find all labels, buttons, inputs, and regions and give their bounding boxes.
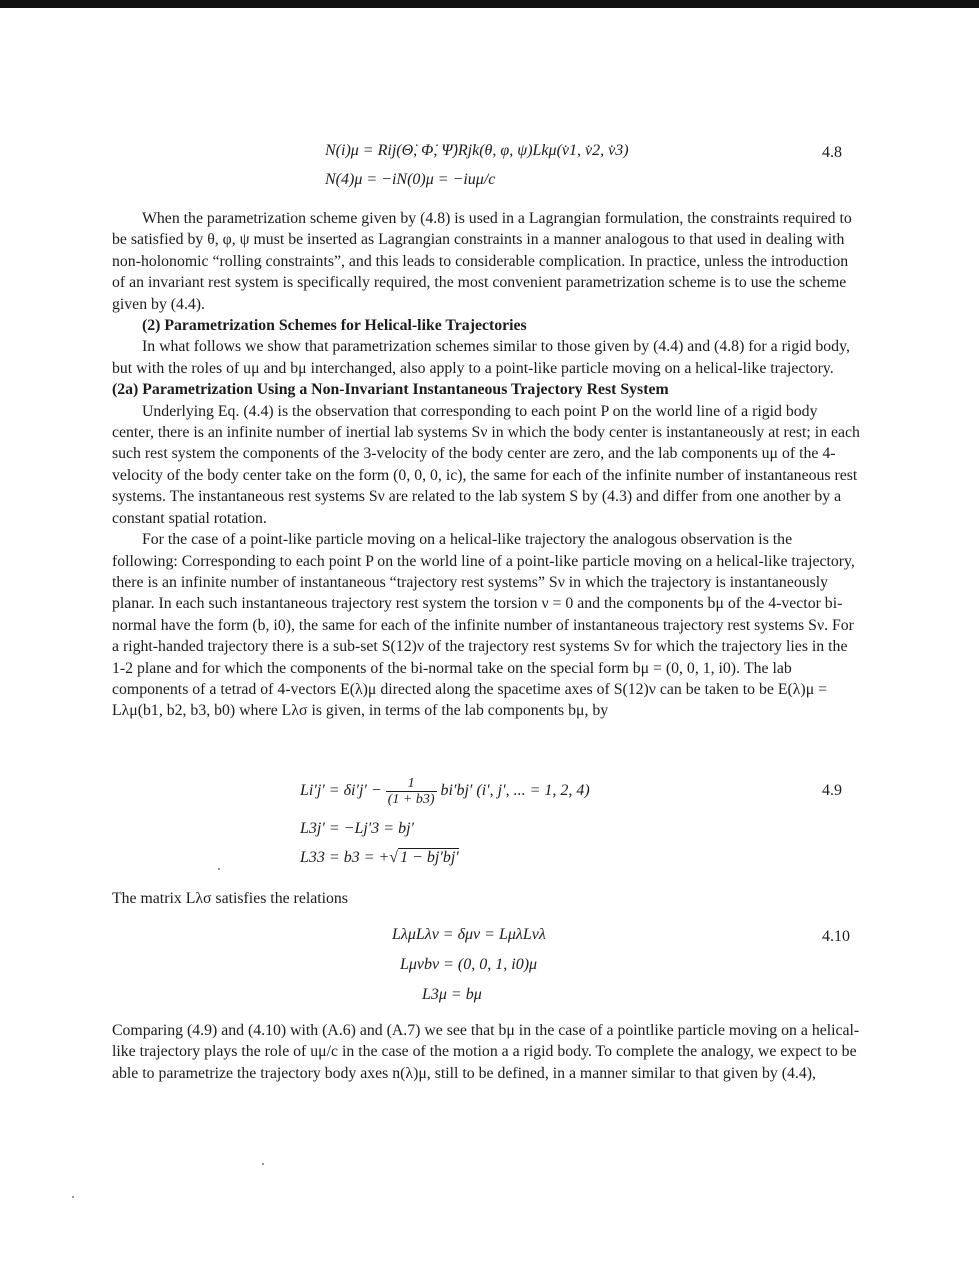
- equation-4-8-line-1: N(i)μ = Rij(Θ̇, Φ̇, Ψ̇)Rjk(θ, φ, ψ)Lkμ(v̇1, v̇2, v̇3): [325, 142, 629, 159]
- fraction-numerator: 1: [386, 776, 437, 792]
- equation-4-10-line-1: LλμLλν = δμν = LμλLνλ: [392, 926, 546, 943]
- paragraph-matrix-relations: The matrix Lλσ satisfies the relations: [112, 890, 348, 907]
- paragraph-lagrangian: When the parametrization scheme given by (4.8) is used in a Lagrangian formulation, the constraints required to be satisfied by θ, φ, ψ must be inserted as Lagrangian constraints in a manner analogous to that used in dealing with non-holonomic “rolling constraints”, and this leads to considerable complication. In practice, unless the introduction of an invariant rest system is specifically required, the most convenient parametrization scheme is to use the scheme given by (4.4).: [112, 210, 852, 313]
- paragraph-point-particle: For the case of a point-like particle moving on a helical-like trajectory the analogous observation is the following: Corresponding to each point P on the world line of a point-like particle moving on a helical-like trajectory, there is an infinite number of instantaneous “trajectory rest systems” Sν in which the trajectory is instantaneously planar. In each such instantaneous trajectory rest system the torsion ν = 0 and the components bμ of the 4-vector bi-normal have the form (b, i0), the same for each of the infinite number of instantaneous trajectory rest systems Sν. For a right-handed trajectory there is a sub-set S(12)ν of the trajectory rest systems Sν for which the trajectory lies in the 1-2 plane and for which the components of the bi-normal take on the special form bμ = (0, 0, 1, i0). The lab components of a tetrad of 4-vectors E(λ)μ directed along the spacetime axes of S(12)ν can be taken to be E(λ)μ = Lλμ(b1, b2, b3, b0) where Lλσ is given, in terms of the lab components bμ, by: [112, 531, 855, 720]
- equation-4-9-line-1: [300, 776, 590, 807]
- scan-speck: [72, 1196, 74, 1198]
- equation-4-9-fraction: [386, 776, 437, 807]
- paragraph-comparison: Comparing (4.9) and (4.10) with (A.6) and (A.7) we see that bμ in the case of a pointlike particle moving on a helical-like trajectory plays the role of uμ/c in the case of the motion a a rigid body. To complete the analogy, we expect to be able to parametrize the trajectory body axes n(λ)μ, still to be defined, in a manner similar to that given by (4.4),: [112, 1022, 860, 1082]
- equation-4-9-rhs: bi′bj′ (i′, j′, ... = 1, 2, 4): [440, 782, 590, 800]
- equation-4-10-line-2: Lμνbν = (0, 0, 1, i0)μ: [400, 956, 538, 973]
- text-block-3: [112, 1020, 860, 1084]
- equation-4-10-line-3: L3μ = bμ: [422, 986, 482, 1003]
- equation-4-9-line-3: [300, 849, 459, 867]
- equation-4-9-line-2: L3j′ = −Lj′3 = bj′: [300, 820, 415, 837]
- equation-number-4-9: 4.9: [822, 782, 842, 799]
- section-heading-2: (2) Parametrization Schemes for Helical-like Trajectories: [142, 317, 527, 335]
- paragraph-rigid-body-rest: Underlying Eq. (4.4) is the observation that corresponding to each point P on the world line of a rigid body center, there is an infinite number of inertial lab systems Sν in which the body center is instantaneously at rest; in each such rest system the components of the 3-velocity of the body center are zero, and the lab components uμ of the 4-velocity of the body center take on the form (0, 0, 0, ic), the same for each of the infinite number of instantaneous rest systems. The instantaneous rest systems Sν are related to the lab system S by (4.3) and differ from one another by a constant spatial rotation.: [112, 402, 860, 527]
- equation-number-4-8: 4.8: [822, 144, 842, 161]
- text-block-2: [112, 888, 860, 909]
- section-heading-2a: (2a) Parametrization Using a Non-Invariant Instantaneous Trajectory Rest System: [112, 381, 669, 399]
- scan-speck: [218, 868, 220, 870]
- scan-speck: [262, 1163, 264, 1165]
- square-root-argument: 1 − bj′bj′: [400, 849, 459, 866]
- equation-number-4-10: 4.10: [822, 928, 850, 945]
- fraction-denominator: (1 + b3): [387, 792, 435, 807]
- equation-4-8-line-2: N(4)μ = −iN(0)μ = −iuμ/c: [325, 171, 496, 188]
- equation-4-9-line-3-lhs: L33 = b3 = +√: [300, 849, 399, 866]
- equation-4-9-lhs: Li′j′ = δi′j′ −: [300, 782, 382, 800]
- paragraph-helical-intro: In what follows we show that parametrization schemes similar to those given by (4.4) and (4.8) for a rigid body, but with the roles of uμ and bμ interchanged, also apply to a point-like particle moving on a helical-like trajectory.: [112, 338, 850, 377]
- text-block-1: [112, 208, 860, 722]
